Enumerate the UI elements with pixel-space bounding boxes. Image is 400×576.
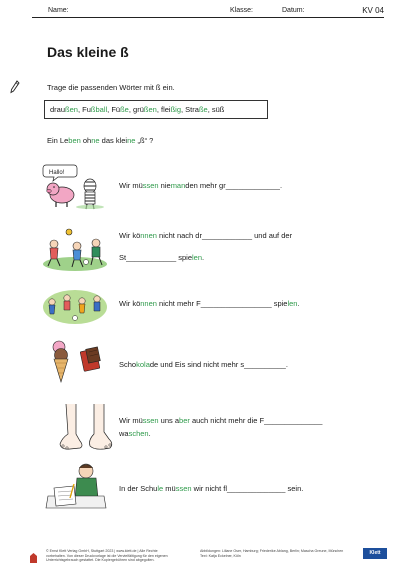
text-part: Wir kö xyxy=(119,231,141,240)
text-part-highlight: ber xyxy=(179,416,190,425)
word-bank-box xyxy=(44,100,268,119)
answer-blank[interactable]: _________________ xyxy=(200,299,272,308)
text-part: wa xyxy=(119,429,129,438)
text-part: . xyxy=(202,253,205,262)
klett-brand-badge: Klett xyxy=(363,548,387,559)
footer-line: © Ernst Klett Verlag GmbH, Stuttgart 2023 | www.klett.de | Alle Rechte xyxy=(46,549,158,553)
word-part: flei xyxy=(160,105,171,114)
word-part-highlight: ßig xyxy=(170,105,181,114)
text-part-highlight: ne xyxy=(127,136,136,145)
exercise-2-line-1 xyxy=(119,231,292,240)
word-fussball xyxy=(82,105,107,114)
text-part: den mehr gr xyxy=(185,181,226,190)
word-part: Fü xyxy=(111,105,121,114)
text-part-highlight: len xyxy=(192,253,203,262)
word-fuesse xyxy=(111,105,129,114)
text-part: . xyxy=(297,299,300,308)
text-part: „ß“ ? xyxy=(135,136,154,145)
separator: , xyxy=(77,105,83,114)
child-writing-illustration xyxy=(44,462,110,516)
text-part: . xyxy=(285,360,288,369)
children-playing-illustration xyxy=(42,226,108,272)
text-part: Wir mü xyxy=(119,416,143,425)
answer-blank[interactable]: _____________ xyxy=(225,181,280,190)
word-fleissig xyxy=(161,105,181,114)
answer-blank[interactable]: __________ xyxy=(244,360,286,369)
word-part: grü xyxy=(133,105,144,114)
text-part: . xyxy=(148,429,151,438)
exercise-4 xyxy=(119,360,288,369)
footer-credits xyxy=(200,549,360,558)
word-part-highlight: ßen xyxy=(65,105,78,114)
sheet-code: KV 04 xyxy=(362,6,384,15)
footer-line: Text: Katja Eckelner, Köln xyxy=(200,553,241,558)
speech-bubble-text: Hallo! xyxy=(49,170,65,176)
text-part: mü xyxy=(163,484,176,493)
text-part-highlight: ssen xyxy=(142,181,159,190)
exercise-5-line-2 xyxy=(119,429,151,438)
separator: , xyxy=(181,105,186,114)
text-part: a xyxy=(174,416,180,425)
subtitle-question xyxy=(47,136,153,145)
name-label: Name: xyxy=(48,7,69,14)
word-draussen xyxy=(50,105,78,114)
text-part-highlight: ne xyxy=(91,136,100,145)
exercise-2-line-2 xyxy=(119,253,204,262)
exercise-6 xyxy=(119,484,303,493)
separator: , xyxy=(156,105,161,114)
text-part: wir nicht fl xyxy=(191,484,227,493)
text-part-highlight: ben xyxy=(68,136,81,145)
footer-line: Unterrichtsgebrauch gestattet. Die Kopiergebühren sind abgegolten. xyxy=(46,558,155,563)
text-part: spie xyxy=(176,253,192,262)
text-part: und auf der xyxy=(252,231,293,240)
text-part: spie xyxy=(271,299,288,308)
answer-blank[interactable]: ____________ xyxy=(201,231,253,240)
text-part-highlight: nnen xyxy=(140,231,157,240)
word-part-highlight: ße xyxy=(120,105,129,114)
separator: , xyxy=(207,105,212,114)
pencil-icon xyxy=(10,80,20,94)
text-part: nicht mehr F xyxy=(156,299,201,308)
bare-feet-illustration xyxy=(54,404,120,452)
publisher-logo-icon xyxy=(30,553,37,563)
pig-zebra-greeting-illustration xyxy=(40,162,108,210)
text-part: oh xyxy=(82,136,92,145)
text-part-highlight: len xyxy=(287,299,298,308)
text-part: das klei xyxy=(99,136,128,145)
text-part: auch nicht mehr die F xyxy=(189,416,265,425)
exercise-1 xyxy=(119,181,282,190)
text-part-highlight: la xyxy=(144,360,150,369)
word-part: drau xyxy=(50,105,66,114)
word-part-highlight: ßball xyxy=(90,105,108,114)
exercise-5-line-1 xyxy=(119,416,322,425)
text-part-highlight: schen xyxy=(128,429,149,438)
exercise-3 xyxy=(119,299,300,308)
ice-cream-chocolate-illustration xyxy=(44,338,108,384)
text-part: nicht nach dr xyxy=(156,231,202,240)
text-part: Wir kö xyxy=(119,299,141,308)
text-part: de und Eis sind nicht mehr s xyxy=(149,360,245,369)
footer-line: vorbehalten. Von dieser Druckvorlage ist die Vervielfältigung für den eigenen xyxy=(46,553,168,558)
header-rule xyxy=(32,17,384,18)
footer-copyright xyxy=(46,549,176,563)
worksheet-header xyxy=(32,7,384,19)
instruction-text: Trage die passenden Wörter mit ß ein. xyxy=(47,83,175,92)
word-part-highlight: ßen xyxy=(143,105,157,114)
text-part: sein. xyxy=(285,484,304,493)
answer-blank[interactable]: ______________ xyxy=(264,416,323,425)
word-suess: süß xyxy=(211,105,225,114)
text-part: St xyxy=(119,253,127,262)
word-part: Stra xyxy=(185,105,199,114)
text-part-highlight: ko xyxy=(136,360,145,369)
text-part: uns xyxy=(158,416,175,425)
word-gruessen xyxy=(133,105,157,114)
text-part: Ein Le xyxy=(47,136,69,145)
text-part: nie xyxy=(158,181,171,190)
text-part-highlight: nnen xyxy=(140,299,157,308)
answer-blank[interactable]: ______________ xyxy=(227,484,286,493)
text-part-highlight: ssen xyxy=(175,484,192,493)
answer-blank[interactable]: ____________ xyxy=(126,253,177,262)
separator: , xyxy=(107,105,112,114)
separator: , xyxy=(128,105,134,114)
word-part: Fu xyxy=(82,105,91,114)
text-part: In der Schu xyxy=(119,484,158,493)
text-part: Scho xyxy=(119,360,137,369)
word-strasse xyxy=(185,105,208,114)
date-label: Datum: xyxy=(282,7,305,14)
text-part: . xyxy=(279,181,283,190)
football-game-illustration xyxy=(42,287,108,325)
class-label: Klasse: xyxy=(230,7,253,14)
text-part: Wir mü xyxy=(119,181,143,190)
text-part-highlight: le xyxy=(157,484,164,493)
text-part-highlight: man xyxy=(170,181,186,190)
page-title: Das kleine ß xyxy=(47,44,129,60)
footer-line: Abbildungen: Liliane Oser, Hamburg; Friederike Ablang, Berlin; Mascha Greune, München xyxy=(200,549,344,553)
word-part-highlight: ße xyxy=(198,105,208,114)
text-part-highlight: ssen xyxy=(142,416,159,425)
